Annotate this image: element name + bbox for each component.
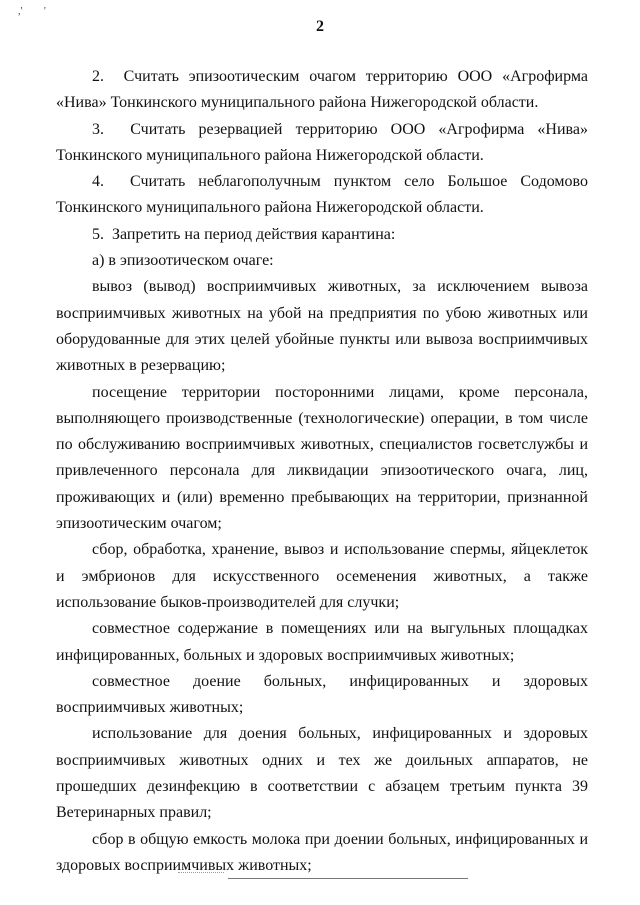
scan-artifact bbox=[178, 872, 224, 877]
paragraph-item-3: 3. Считать резервацией территорию ООО «Агрофирма «Нива» Тонкинского муниципального района Нижегородской области. bbox=[56, 120, 588, 164]
prohibition-paragraph: посещение территории посторонними лицами, кроме персонала, выполняющего производственные (технологические) операции, в том числе по обслуживанию восприимчивых животных, специалистов госветслужбы и привлеченного персонала для ликвидации эпизоотического очага, лиц, проживающих и (или) временно пребывающих на территории, признанной эпизоотическим очагом; bbox=[56, 383, 588, 533]
document-body bbox=[56, 64, 588, 879]
prohibition-paragraph: сбор в общую емкость молока при доении больных, инфицированных и здоровых восприимчивых животных; bbox=[56, 830, 588, 874]
paragraph-item-5: 5. Запретить на период действия карантина: bbox=[92, 225, 396, 243]
paragraph-item-2: 2. Считать эпизоотическим очагом территорию ООО «Агрофирма «Нива» Тонкинского муниципального района Нижегородской области. bbox=[56, 68, 588, 112]
paragraph-item-4: 4. Считать неблагополучным пунктом село Большое Содомово Тонкинского муниципального района Нижегородской области. bbox=[56, 173, 588, 217]
prohibition-paragraph: совместное доение больных, инфицированных и здоровых восприимчивых животных; bbox=[56, 672, 588, 717]
page-number: 2 bbox=[316, 18, 324, 35]
prohibition-paragraph: совместное содержание в помещениях или на выгульных площадках инфицированных, больных и здоровых восприимчивых животных; bbox=[56, 620, 588, 664]
scan-mark: ' bbox=[44, 6, 46, 17]
footer-rule bbox=[228, 878, 468, 879]
prohibition-paragraph: сбор, обработка, хранение, вывоз и использование спермы, яйцеклеток и эмбрионов для искусственного осеменения животных, а также использование быков-производителей для случки; bbox=[56, 541, 588, 611]
prohibition-paragraph: вывоз (вывод) восприимчивых животных, за исключением вывоза восприимчивых животных на убой на предприятия по убою животных или оборудованные для этих целей убойные пункты или вывоза восприимчивых животных в резервацию; bbox=[56, 278, 588, 375]
prohibition-paragraph: использование для доения больных, инфицированных и здоровых восприимчивых животных одних и тех же доильных аппаратов, не прошедших дезинфекцию в соответствии с абзацем третьим пункта 39 Ветеринарных правил; bbox=[56, 725, 588, 822]
scan-mark: ,' bbox=[18, 6, 23, 17]
subparagraph-a: а) в эпизоотическом очаге: bbox=[92, 252, 274, 270]
